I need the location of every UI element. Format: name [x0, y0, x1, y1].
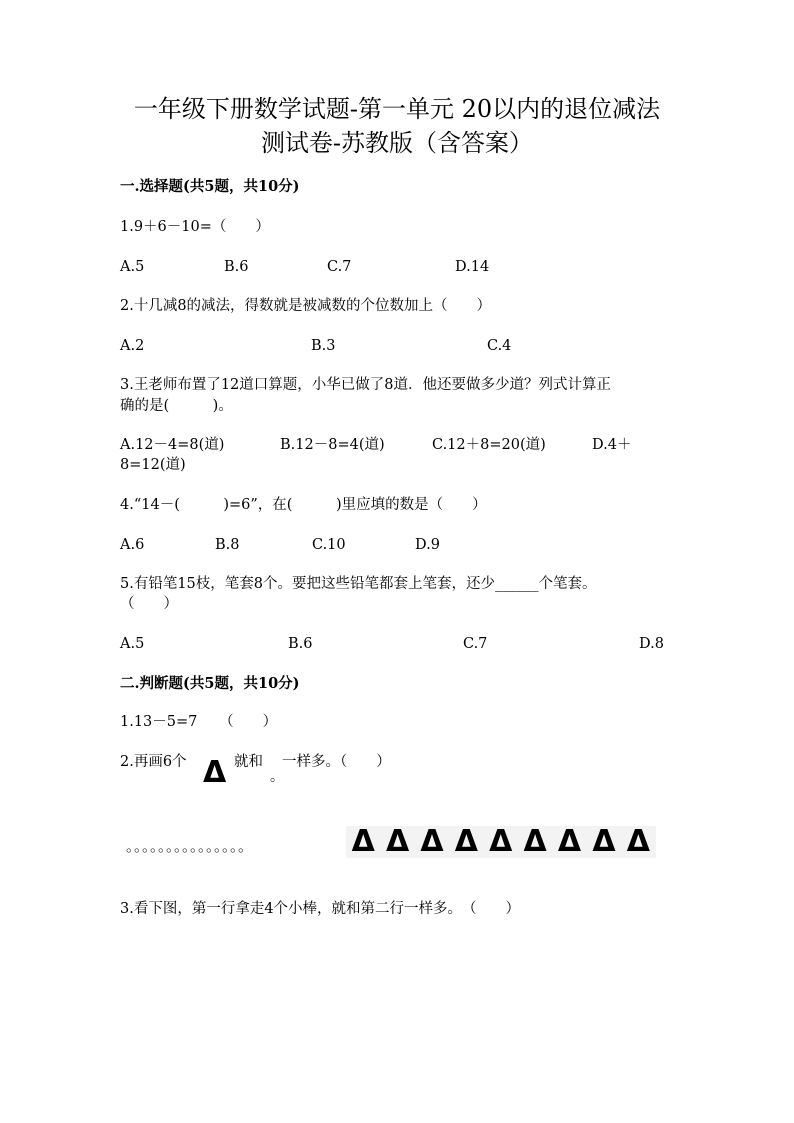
triangle-icon: Δ	[203, 755, 227, 790]
q2-stem: 2.十几减8的减法，得数就是被减数的个位数加上（ ）	[120, 298, 492, 314]
triangle-icon: Δ	[346, 826, 380, 858]
q5-option-c: C.7	[463, 636, 488, 652]
q1-option-c: C.7	[327, 259, 352, 275]
judge-q2-part3: 一样多。（ ）	[282, 754, 391, 770]
q1-option-b: B.6	[224, 259, 249, 275]
q2-option-c: C.4	[487, 338, 512, 354]
q5-option-b: B.6	[288, 636, 313, 652]
q3-option-c: C.12＋8=20(道)	[432, 437, 546, 453]
q4-option-b: B.8	[215, 537, 240, 553]
judge-q3-stem: 3.看下图，第一行拿走4个小棒，就和第二行一样多。 （ ）	[120, 901, 521, 917]
triangle-icon: Δ	[415, 826, 449, 858]
triangle-icon: Δ	[484, 826, 518, 858]
triangle-icon: Δ	[587, 826, 621, 858]
q3-option-d-wrap: 8=12(道)	[120, 457, 186, 473]
triangle-icon: Δ	[621, 826, 655, 858]
q1-option-d: D.14	[455, 259, 490, 275]
q5-option-a: A.5	[120, 636, 145, 652]
document-title-line1: 一年级下册数学试题-第一单元 20以内的退位减法	[133, 95, 661, 123]
triangle-icon: Δ	[552, 826, 586, 858]
triangle-icon: Δ	[380, 826, 414, 858]
circles-row: 。。。。。。。。。。。。。。。	[126, 837, 254, 855]
q5-stem-line2: （ ）	[120, 596, 178, 612]
q4-option-c: C.10	[312, 537, 346, 553]
judge-q2-part1: 2.再画6个	[120, 754, 187, 770]
triangle-icon: Δ	[449, 826, 483, 858]
q5-option-d: D.8	[639, 636, 664, 652]
q4-option-d: D.9	[415, 537, 440, 553]
triangles-row	[346, 826, 656, 858]
q1-option-a: A.5	[120, 259, 145, 275]
q3-stem-line2: 确的是( )。	[120, 398, 233, 414]
triangle-icon: Δ	[518, 826, 552, 858]
q3-option-a: A.12－4=8(道)	[120, 437, 225, 453]
q3-option-b: B.12－8=4(道)	[280, 437, 385, 453]
q3-option-d: D.4＋	[592, 437, 632, 453]
document-title-line2: 测试卷-苏教版（含答案）	[260, 129, 534, 157]
judge-q1-stem: 1.13－5=7 （ ）	[120, 714, 278, 730]
judge-q2-part2: 就和	[234, 754, 263, 770]
section1-heading: 一.选择题(共5题，共10分)	[120, 178, 300, 195]
q4-option-a: A.6	[120, 537, 145, 553]
q2-option-b: B.3	[311, 338, 336, 354]
q1-stem: 1.9＋6－10=（ ）	[120, 219, 270, 235]
section2-heading: 二.判断题(共5题，共10分)	[120, 675, 300, 692]
q5-stem-line1: 5.有铅笔15枝，笔套8个。要把这些铅笔都套上笔套，还少______个笔套。	[120, 576, 597, 592]
q2-option-a: A.2	[120, 338, 145, 354]
circle-icon: 。	[270, 769, 284, 785]
q4-stem: 4.“14－( )=6”，在( )里应填的数是（ ）	[120, 497, 487, 513]
q3-stem-line1: 3.王老师布置了12道口算题，小华已做了8道．他还要做多少道？列式计算正	[120, 377, 612, 393]
